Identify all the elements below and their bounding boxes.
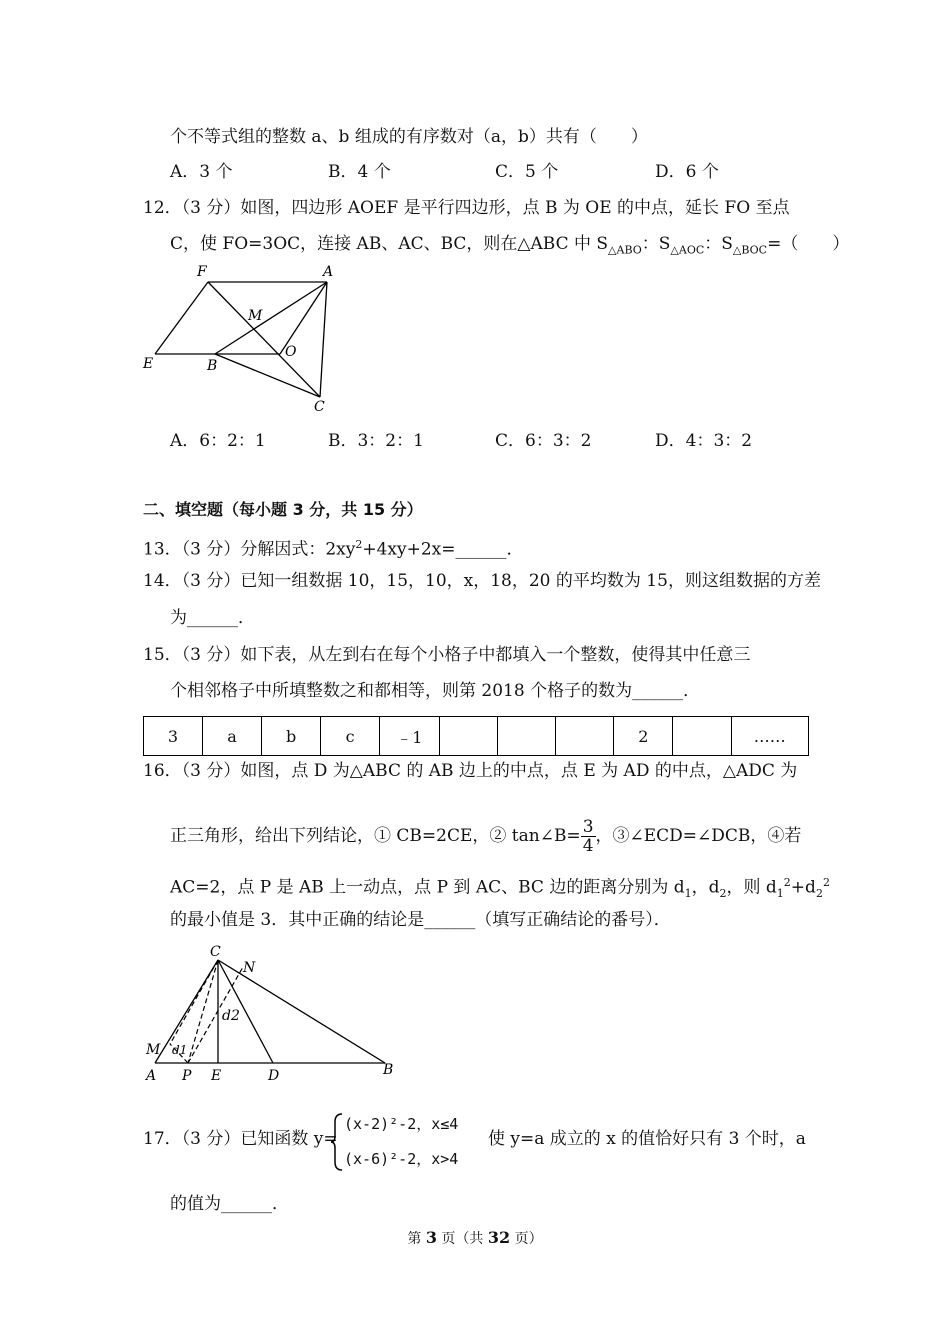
q12-label-e: E bbox=[143, 356, 154, 372]
q16-label-p: P bbox=[182, 1068, 192, 1084]
q16-label-c: C bbox=[210, 944, 221, 960]
q16-label-n: N bbox=[243, 960, 256, 976]
q16-label-b: B bbox=[383, 1062, 394, 1078]
q11-option-b: B．4 个 bbox=[328, 162, 391, 182]
q12-label-m: M bbox=[248, 308, 263, 324]
q11-text: 个不等式组的整数 a、b 组成的有序数对（a，b）共有（ ） bbox=[170, 127, 648, 147]
seq-cell: 2 bbox=[614, 717, 673, 756]
q16-label-d2: d2 bbox=[222, 1008, 240, 1024]
q16-figure bbox=[140, 940, 410, 1085]
q15-sequence-table bbox=[143, 716, 809, 756]
q12-label-b: B bbox=[207, 358, 218, 374]
seq-cell bbox=[556, 717, 614, 756]
brace-icon bbox=[330, 1112, 344, 1172]
q16-label-m: M bbox=[146, 1042, 161, 1058]
seq-cell: c bbox=[321, 717, 380, 756]
q12-label-c: C bbox=[314, 399, 325, 415]
q16-label-e: E bbox=[211, 1068, 222, 1084]
q17-line2: 的值为______． bbox=[170, 1194, 289, 1214]
q17-piece2: (x-6)²-2，x>4 bbox=[344, 1150, 459, 1168]
seq-cell bbox=[673, 717, 731, 756]
q17-piece1: (x-2)²-2，x≤4 bbox=[344, 1115, 459, 1133]
seq-cell: a bbox=[203, 717, 262, 756]
q11-option-d: D．6 个 bbox=[655, 162, 719, 182]
q12-label-o: O bbox=[285, 344, 297, 360]
q11-option-c: C．5 个 bbox=[495, 162, 559, 182]
q16-label-d1: d1 bbox=[172, 1043, 188, 1057]
q12-figure bbox=[135, 262, 345, 417]
q16-line2: 正三角形，给出下列结论，① CB=2CE，② tan∠B= $\frac{3}{4}$ ，③∠ECD=∠DCB，④若 bbox=[170, 817, 802, 856]
q16-line3: AC=2，点 P 是 AB 上一动点，点 P 到 AC、BC 边的距离分别为 $d_1$，$d_2$，则 $d_1^2+d_2^2$ bbox=[170, 876, 830, 901]
seq-cell bbox=[439, 717, 497, 756]
q12-line2: C，使 FO=3OC，连接 AB、AC、BC，则在△ABC 中 $S_{\triangle ABO}$：$S_{\triangle AOC}$：$S_{\triangle BOC}=$（ ） bbox=[170, 234, 850, 257]
q16-line1: 16．（3 分）如图，点 D 为△ABC 的 AB 边上的中点，点 E 为 AD 的中点，△ADC 为 bbox=[143, 761, 798, 781]
q12-option-a: A．6：2：1 bbox=[170, 431, 266, 451]
seq-cell: …… bbox=[731, 717, 808, 756]
q11-option-a: A．3 个 bbox=[170, 162, 233, 182]
q12-option-d: D．4：3：2 bbox=[655, 431, 753, 451]
q12-label-a: A bbox=[323, 264, 334, 280]
seq-cell: ﹣1 bbox=[380, 717, 440, 756]
q14-line1: 14．（3 分）已知一组数据 10，15，10，x，18，20 的平均数为 15，则这组数据的方差 bbox=[143, 571, 821, 591]
q12-label-f: F bbox=[197, 264, 207, 280]
q17-prefix: 17．（3 分）已知函数 y= bbox=[143, 1129, 338, 1149]
q17-suffix: 使 y=a 成立的 x 的值恰好只有 3 个时，a bbox=[488, 1129, 806, 1149]
q16-label-a: A bbox=[146, 1068, 157, 1084]
q14-line2: 为______． bbox=[170, 608, 255, 628]
seq-cell: b bbox=[262, 717, 321, 756]
seq-cell: 3 bbox=[144, 717, 203, 756]
q15-line2: 个相邻格子中所填整数之和都相等，则第 2018 个格子的数为______． bbox=[170, 681, 701, 701]
q16-line4: 的最小值是 3．其中正确的结论是______（填写正确结论的番号）． bbox=[170, 910, 671, 930]
q12-option-c: C．6：3：2 bbox=[495, 431, 592, 451]
page-footer: 第 3 页（共 32 页） bbox=[407, 1228, 543, 1247]
q15-line1: 15．（3 分）如下表，从左到右在每个小格子中都填入一个整数，使得其中任意三 bbox=[143, 645, 751, 665]
q16-label-d: D bbox=[268, 1068, 280, 1084]
q12-option-b: B．3：2：1 bbox=[328, 431, 424, 451]
tan-fraction: $\frac{3}{4}$ bbox=[582, 817, 594, 856]
q12-line1: 12．（3 分）如图，四边形 AOEF 是平行四边形，点 B 为 OE 的中点，延长 FO 至点 bbox=[143, 198, 790, 218]
seq-cell bbox=[497, 717, 555, 756]
q13-text: 13．（3 分）分解因式：$2xy^2+4xy+2x=\_\_\_\_\_\_$． bbox=[143, 538, 524, 560]
section-title: 二、填空题（每小题 3 分，共 15 分） bbox=[143, 500, 423, 519]
